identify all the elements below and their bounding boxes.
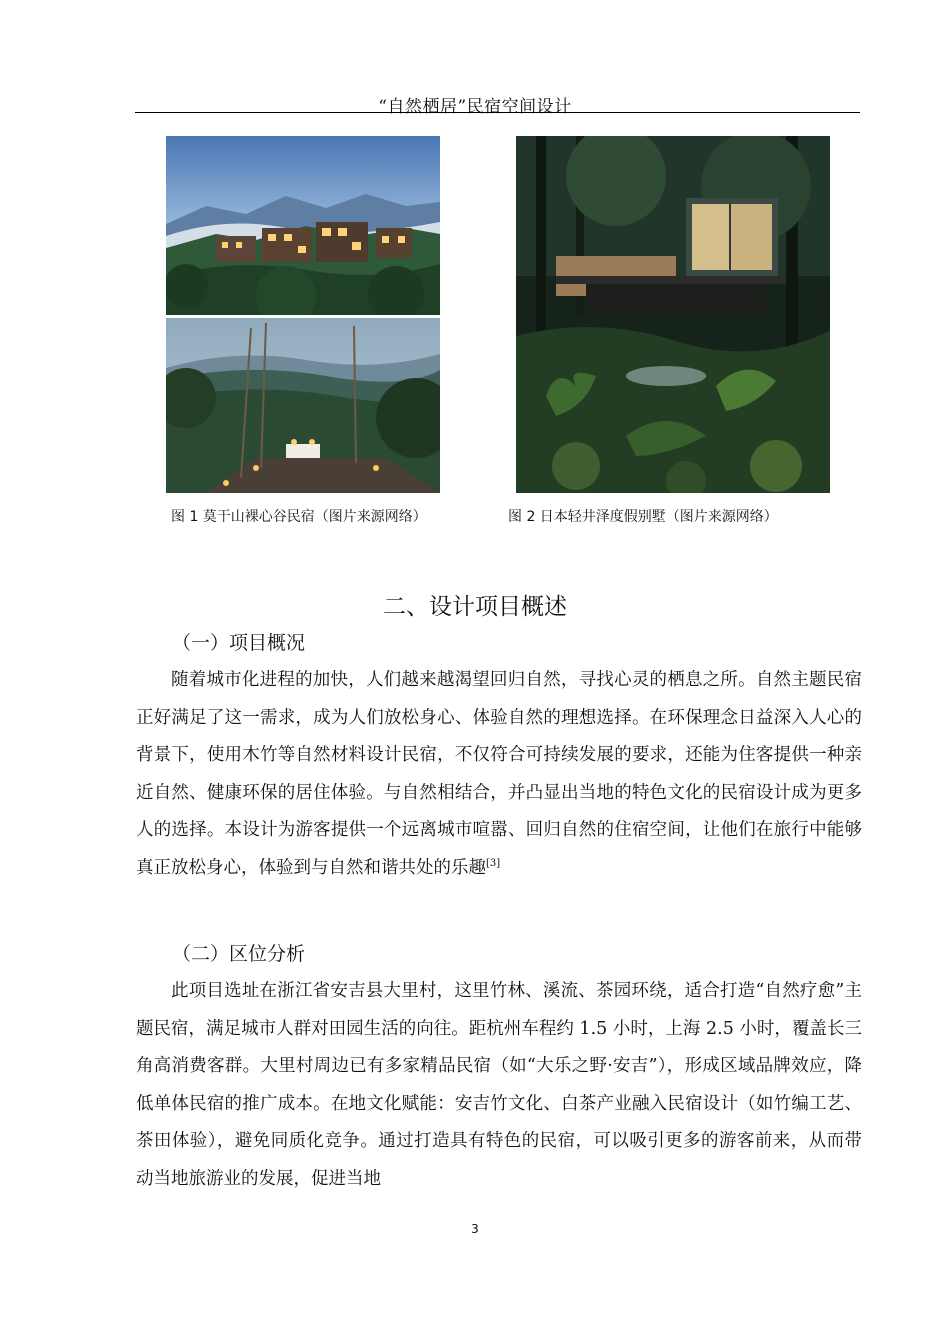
location-text: 此项目选址在浙江省安吉县大里村，这里竹林、溪流、茶园环绕，适合打造“自然疗愈”主题民宿，满足城市人群对田园生活的向往。距杭州车程约 1.5 小时，上海 2.5 小时，覆盖长三角高消费客群。大里村周边已有多家精品民宿（如“大乐之野·安吉”），形成区域品牌效应，降低单体民宿的推广成本。在地文化赋能：安吉竹文化、白茶产业融入民宿设计（如竹编工艺、茶田体验），避免同质化竞争。通过打造具有特色的民宿，可以吸引更多的游客前来，从而带动当地旅游业的发展，促进当地 <box>136 981 862 1189</box>
subsection-heading-location: （二）区位分析 <box>172 943 306 965</box>
figure-1-photo-bottom <box>166 318 440 493</box>
header-rule <box>135 112 860 113</box>
citation-marker: [3] <box>486 857 501 869</box>
section-heading: 二、设计项目概述 <box>383 594 567 620</box>
subsection-heading-overview: （一）项目概况 <box>172 632 306 654</box>
figure-2-caption: 图 2 日本轻井泽度假别墅（图片来源网络） <box>508 509 778 525</box>
figure-1-caption: 图 1 莫干山裸心谷民宿（图片来源网络） <box>171 509 427 525</box>
running-header: “自然栖居”民宿空间设计 <box>378 97 572 117</box>
figure-1-photo-top <box>166 136 440 315</box>
overview-paragraph <box>136 662 862 887</box>
overview-text: 随着城市化进程的加快，人们越来越渴望回归自然，寻找心灵的栖息之所。自然主题民宿正好满足了这一需求，成为人们放松身心、体验自然的理想选择。在环保理念日益深入人心的背景下，使用木竹等自然材料设计民宿，不仅符合可持续发展的要求，还能为住客提供一种亲近自然、健康环保的居住体验。与自然相结合，并凸显出当地的特色文化的民宿设计成为更多人的选择。本设计为游客提供一个远离城市喧嚣、回归自然的住宿空间，让他们在旅行中能够真正放松身心，体验到与自然和谐共处的乐趣 <box>136 670 862 878</box>
page-number: 3 <box>471 1222 479 1236</box>
location-paragraph <box>136 973 862 1198</box>
figure-2-photo <box>516 136 830 493</box>
